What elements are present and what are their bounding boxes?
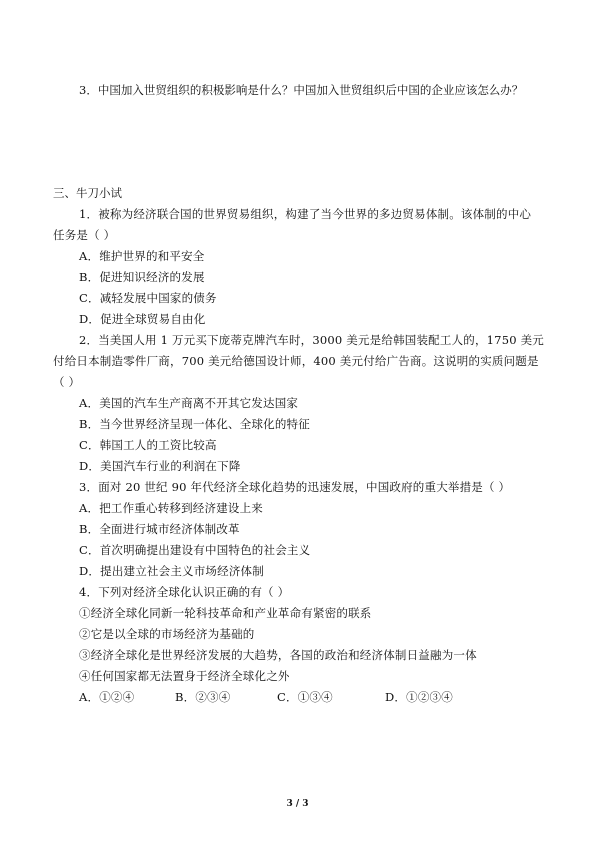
option-b: B．促进知识经济的发展 [79, 270, 205, 284]
option-d: D．提出建立社会主义市场经济体制 [79, 564, 264, 578]
option-c: C．减轻发展中国家的债务 [79, 291, 217, 305]
option-c: C．韩国工人的工资比较高 [79, 438, 217, 452]
question-4 [53, 582, 553, 708]
question-2-stem-cont: 付给日本制造零件厂商，700 美元给德国设计师，400 美元付给广告商。这说明的实质问题是 [53, 354, 539, 368]
option-a: A．美国的汽车生产商离不开其它发达国家 [79, 396, 299, 410]
question-2 [53, 330, 553, 477]
option-d: D．美国汽车行业的利润在下降 [79, 459, 241, 473]
option-a: A．把工作重心转移到经济建设上来 [79, 501, 264, 515]
option-d: D．促进全球贸易自由化 [79, 312, 206, 326]
section-title: 三、牛刀小试 [53, 186, 122, 200]
question-1-stem: 1．被称为经济联合国的世界贸易组织，构建了当今世界的多边贸易体制。该体制的中心 [79, 207, 532, 221]
option-c: C．①③④ [277, 690, 333, 704]
question-2-stem: 2．当美国人用 1 万元买下庞蒂克牌汽车时，3000 美元是给韩国装配工人的，1750 美元 [79, 333, 544, 347]
question-1 [53, 204, 553, 330]
page-number: 3 / 3 [286, 799, 309, 809]
option-b: B．②③④ [175, 690, 231, 704]
statement-4: ④任何国家都无法置身于经济全球化之外 [79, 669, 290, 683]
statement-3: ③经济全球化是世界经济发展的大趋势，各国的政治和经济体制日益融为一体 [79, 648, 477, 662]
question-3-stem: 3．面对 20 世纪 90 年代经济全球化趋势的迅速发展，中国政府的重大举措是（ ） [79, 480, 511, 494]
question-3-open: 3．中国加入世贸组织的积极影响是什么？中国加入世贸组织后中国的企业应该怎么办？ [79, 83, 524, 97]
statement-2: ②它是以全球的市场经济为基础的 [79, 627, 255, 641]
statement-1: ①经济全球化同新一轮科技革命和产业革命有紧密的联系 [79, 606, 372, 620]
option-b: B．当今世界经济呈现一体化、全球化的特征 [79, 417, 310, 431]
question-3 [53, 477, 553, 582]
question-4-stem: 4．下列对经济全球化认识正确的有（ ） [79, 585, 290, 599]
option-c: C．首次明确提出建设有中国特色的社会主义 [79, 543, 311, 557]
question-2-stem-end: （ ） [53, 375, 81, 389]
question-1-stem-cont: 任务是（ ） [53, 228, 116, 242]
question-4-options [53, 687, 553, 708]
option-d: D．①②③④ [385, 690, 453, 704]
option-a: A．维护世界的和平安全 [79, 249, 205, 263]
option-b: B．全面进行城市经济体制改革 [79, 522, 240, 536]
option-a: A．①②④ [79, 690, 135, 704]
